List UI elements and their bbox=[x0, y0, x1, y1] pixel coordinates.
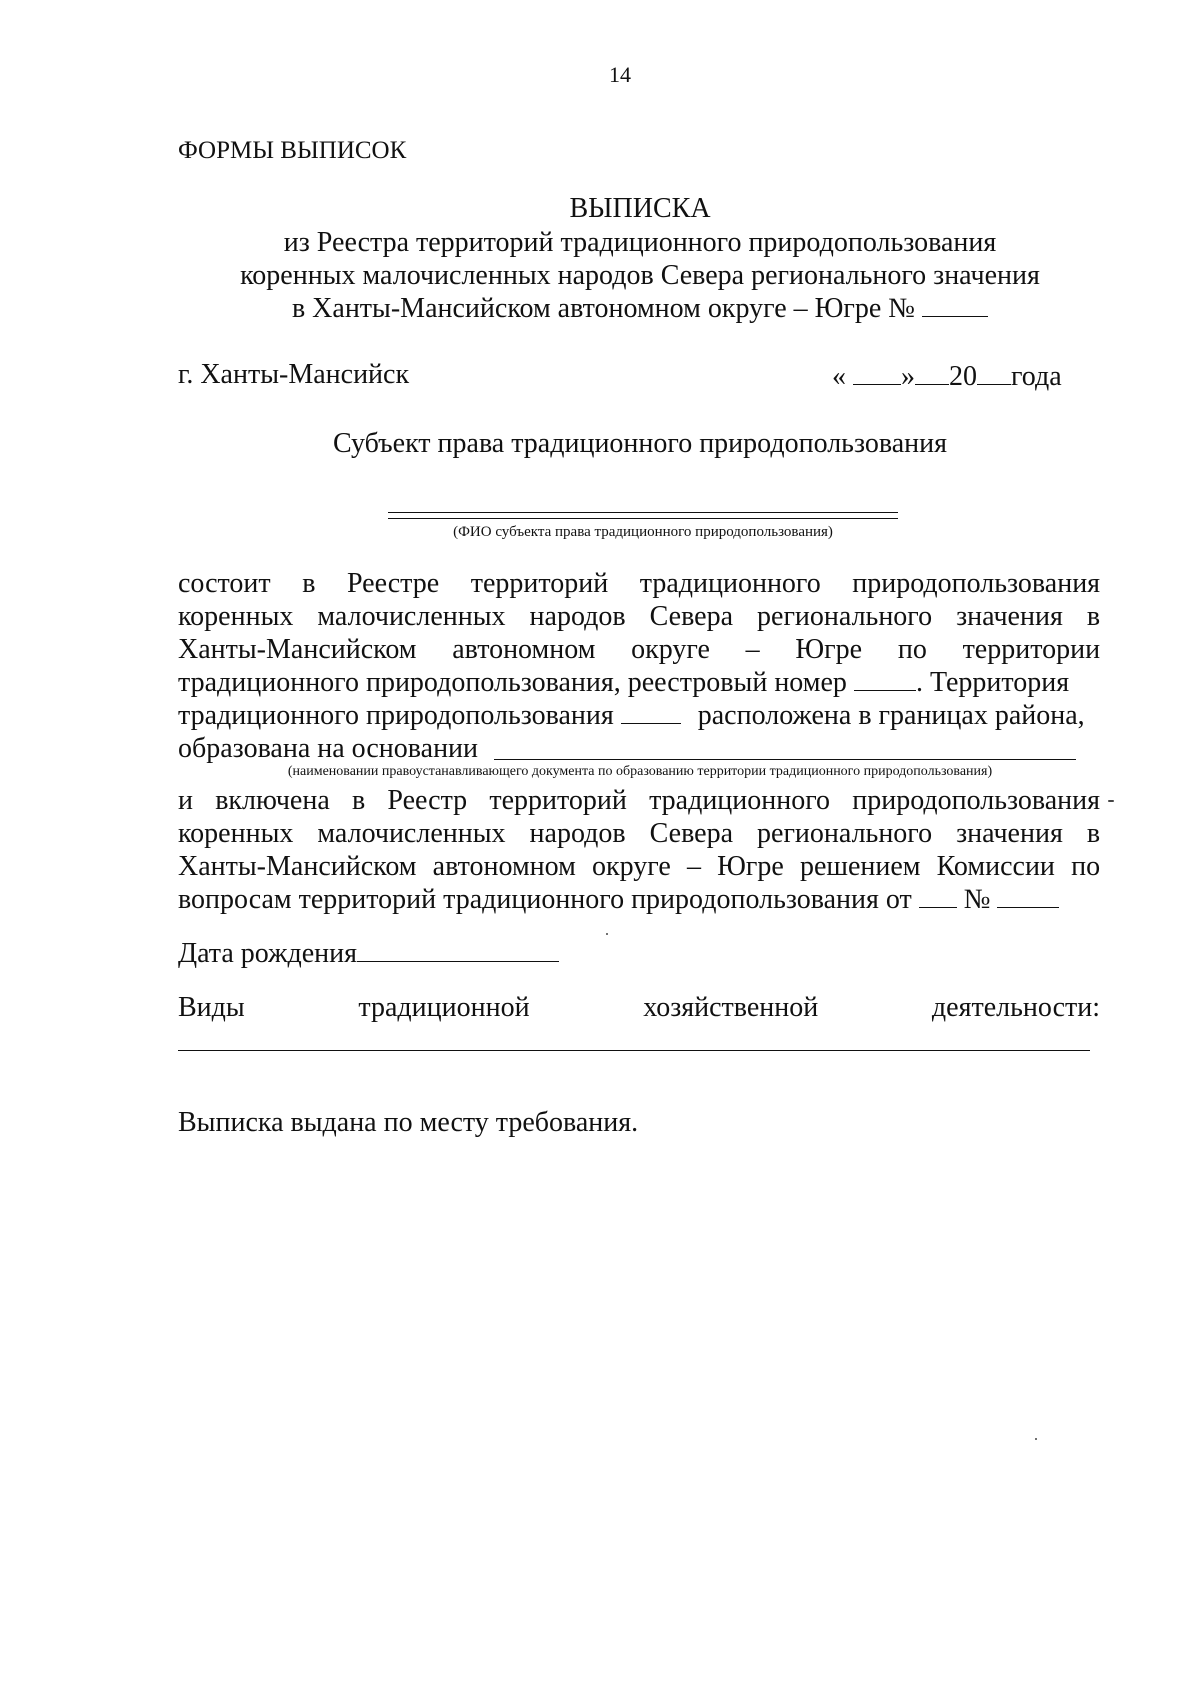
word: традиционной bbox=[358, 992, 530, 1023]
scan-speck bbox=[606, 933, 608, 935]
word: Виды bbox=[178, 992, 245, 1023]
word: Ханты-Мансийском bbox=[178, 634, 417, 665]
number-sign: № bbox=[963, 884, 991, 915]
word: Комиссии bbox=[936, 851, 1055, 882]
line-text: расположена в границах района, bbox=[697, 700, 1085, 731]
activities-field[interactable] bbox=[178, 1050, 1090, 1051]
date-open-quote: « bbox=[832, 361, 846, 392]
doc-caption: (наименовании правоустанавливающего документа по образованию территории традиционного природопользования) bbox=[287, 764, 993, 779]
subject-heading: Субъект права традиционного природопользования bbox=[333, 428, 947, 459]
line-text: вопросам территорий традиционного природопользования от bbox=[178, 884, 912, 915]
line-text: образована на основании bbox=[178, 733, 479, 764]
year-prefix: 20 bbox=[949, 361, 977, 392]
month-blank[interactable] bbox=[915, 360, 949, 385]
fio-caption: (ФИО субъекта права традиционного природопользования) bbox=[453, 524, 833, 540]
fio-line-top bbox=[388, 512, 898, 513]
word: решением bbox=[799, 851, 921, 882]
word: деятельности: bbox=[931, 992, 1100, 1023]
word: в bbox=[351, 785, 366, 816]
territory-number-field[interactable] bbox=[621, 699, 681, 724]
title-line-3-text: в Ханты-Мансийском автономном округе – Югре № bbox=[291, 293, 916, 324]
word: автономном bbox=[432, 851, 576, 882]
word: регионального bbox=[757, 601, 933, 632]
word: традиционного bbox=[649, 785, 831, 816]
activities-row bbox=[178, 991, 1100, 1024]
title-line-1: из Реестра территорий традиционного природопользования bbox=[283, 227, 997, 258]
word: территории bbox=[962, 634, 1101, 665]
word: малочисленных bbox=[317, 818, 506, 849]
body2-line-3 bbox=[178, 850, 1100, 883]
fio-line-bottom[interactable] bbox=[388, 518, 898, 519]
registry-number-blank[interactable] bbox=[922, 292, 988, 317]
word: народов bbox=[529, 601, 626, 632]
word: природопользования bbox=[852, 785, 1101, 816]
section-heading: ФОРМЫ ВЫПИСОК bbox=[178, 137, 407, 164]
word: народов bbox=[529, 818, 626, 849]
year-suffix: года bbox=[1011, 361, 1062, 392]
date-close-quote: » bbox=[901, 361, 915, 392]
title-line-2: коренных малочисленных народов Севера регионального значения bbox=[240, 260, 1040, 291]
birth-date-label: Дата рождения bbox=[178, 938, 357, 969]
word: по bbox=[1071, 851, 1101, 882]
decision-date-field[interactable] bbox=[919, 883, 957, 908]
word: в bbox=[1086, 601, 1101, 632]
word: – bbox=[686, 851, 701, 882]
line-text: традиционного природопользования bbox=[178, 700, 614, 731]
body1-line-6 bbox=[178, 732, 478, 765]
word: значения bbox=[956, 601, 1063, 632]
word: коренных bbox=[178, 601, 294, 632]
word: округе bbox=[592, 851, 671, 882]
word: и bbox=[178, 785, 193, 816]
word: включена bbox=[215, 785, 330, 816]
word: Реестр bbox=[387, 785, 468, 816]
word: Югре bbox=[717, 851, 784, 882]
basis-document-field[interactable] bbox=[494, 759, 1076, 760]
word: по bbox=[897, 634, 927, 665]
word: Севера bbox=[649, 818, 733, 849]
word: Югре bbox=[795, 634, 863, 665]
word: – bbox=[745, 634, 760, 665]
birth-date-row bbox=[178, 937, 559, 970]
word: состоит bbox=[178, 568, 271, 599]
date-line bbox=[832, 360, 1062, 393]
body1-line-2 bbox=[178, 600, 1100, 633]
word: в bbox=[1086, 818, 1101, 849]
body2-line-4 bbox=[178, 883, 1059, 916]
body2-line-2 bbox=[178, 817, 1100, 850]
body1-line-1 bbox=[178, 567, 1100, 600]
scan-speck bbox=[1108, 800, 1114, 802]
year-blank[interactable] bbox=[977, 360, 1011, 385]
body1-line-3 bbox=[178, 633, 1100, 666]
registry-number-field[interactable] bbox=[854, 666, 916, 691]
word: округе bbox=[631, 634, 710, 665]
document-title: ВЫПИСКА bbox=[569, 193, 711, 224]
body2-line-1 bbox=[178, 784, 1100, 817]
word: регионального bbox=[757, 818, 933, 849]
line-text: . Территория bbox=[915, 667, 1070, 698]
word: Ханты-Мансийском bbox=[178, 851, 417, 882]
word: автономном bbox=[452, 634, 596, 665]
birth-date-field[interactable] bbox=[357, 937, 559, 962]
decision-number-field[interactable] bbox=[997, 883, 1059, 908]
word: хозяйственной bbox=[643, 992, 819, 1023]
issued-note: Выписка выдана по месту требования. bbox=[178, 1107, 639, 1138]
place-label: г. Ханты-Мансийск bbox=[178, 359, 410, 390]
word: Севера bbox=[649, 601, 733, 632]
word: территорий bbox=[489, 785, 627, 816]
word: территорий bbox=[470, 568, 609, 599]
word: природопользования bbox=[852, 568, 1101, 599]
line-text: традиционного природопользования, реестровый номер bbox=[178, 667, 847, 698]
body1-line-4 bbox=[178, 666, 1069, 699]
word: коренных bbox=[178, 818, 294, 849]
word: Реестре bbox=[346, 568, 440, 599]
word: в bbox=[302, 568, 316, 599]
word: значения bbox=[956, 818, 1063, 849]
title-line-3 bbox=[200, 292, 1080, 325]
body1-line-5 bbox=[178, 699, 1085, 732]
word: традиционного bbox=[639, 568, 821, 599]
day-blank[interactable] bbox=[853, 360, 901, 385]
word: малочисленных bbox=[317, 601, 506, 632]
scan-speck bbox=[1035, 1438, 1037, 1440]
page-number: 14 bbox=[609, 62, 631, 87]
